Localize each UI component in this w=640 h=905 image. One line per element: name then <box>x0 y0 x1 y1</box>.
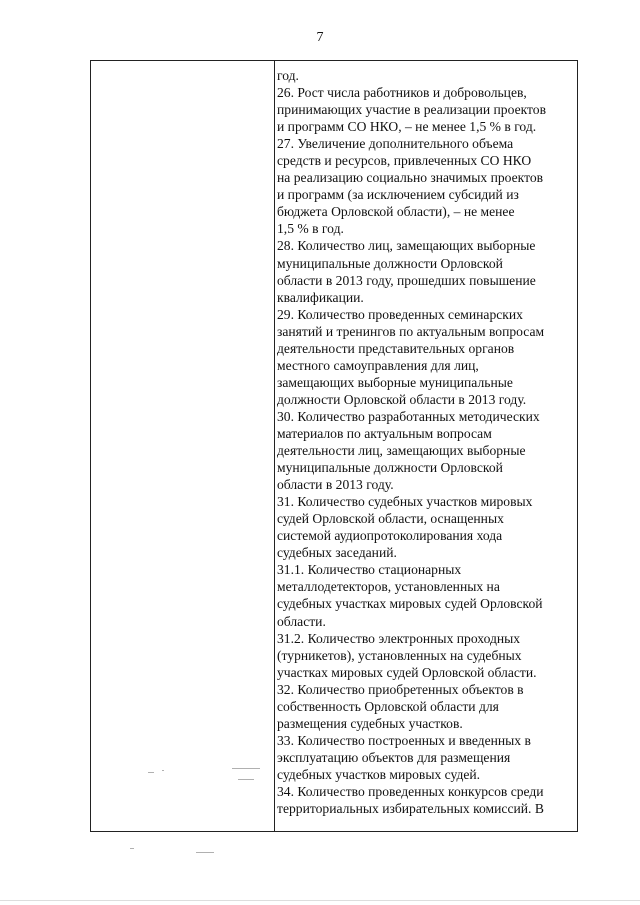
text-line: средств и ресурсов, привлеченных СО НКО <box>277 153 532 169</box>
text-line: материалов по актуальным вопросам <box>277 425 492 441</box>
text-line: муниципальные должности Орловской <box>277 255 503 271</box>
scan-artifact <box>238 779 254 780</box>
text-line: 34. Количество проведенных конкурсов среди <box>277 783 544 799</box>
page-number: 7 <box>316 30 324 45</box>
text-line: 26. Рост числа работников и добровольцев, <box>277 85 527 101</box>
text-line: собственность Орловской области для <box>277 698 499 714</box>
text-line: бюджета Орловской области), – не менее <box>277 204 515 220</box>
text-line: (турникетов), установленных на судебных <box>277 647 522 663</box>
scan-artifact <box>162 770 164 771</box>
text-line: 1,5 % в год. <box>277 221 344 237</box>
text-line: судей Орловской области, оснащенных <box>277 511 504 527</box>
text-line: должности Орловской области в 2013 году. <box>277 391 527 407</box>
text-line: 30. Количество разработанных методических <box>277 408 540 424</box>
text-line: судебных участков мировых судей. <box>277 766 481 782</box>
text-line: год. <box>277 68 299 83</box>
text-line: 32. Количество приобретенных объектов в <box>277 681 524 697</box>
text-line: области. <box>277 613 326 629</box>
text-line: муниципальные должности Орловской <box>277 460 503 476</box>
text-line: системой аудиопротоколирования хода <box>277 528 503 544</box>
text-line: области в 2013 году. <box>277 477 394 493</box>
text-line: участках мировых судей Орловской области. <box>277 664 537 680</box>
text-line: 31.2. Количество электронных проходных <box>277 630 521 646</box>
scan-artifact <box>130 848 134 849</box>
text-line: размещения судебных участков. <box>277 715 463 731</box>
text-line: 27. Увеличение дополнительного объема <box>277 136 514 152</box>
scan-edge <box>0 900 640 901</box>
text-line: занятий и тренингов по актуальным вопросам <box>277 323 545 339</box>
column-divider <box>274 61 275 831</box>
text-line: квалификации. <box>277 289 364 305</box>
text-line: судебных участках мировых судей Орловской <box>277 596 543 612</box>
document-table <box>90 60 578 832</box>
text-line: 33. Количество построенных и введенных в <box>277 732 531 748</box>
text-line: на реализацию социально значимых проектов <box>277 170 544 186</box>
text-line: принимающих участие в реализации проектов <box>277 102 547 118</box>
text-line: территориальных избирательных комиссий. В <box>277 801 544 817</box>
text-line: и программ СО НКО, – не менее 1,5 % в год. <box>277 119 537 135</box>
text-line: и программ (за исключением субсидий из <box>277 187 519 203</box>
table-cell-content <box>277 67 575 817</box>
scan-artifact <box>232 768 260 769</box>
text-line: деятельности представительных органов <box>277 340 515 356</box>
text-line: деятельности лиц, замещающих выборные <box>277 443 526 459</box>
text-line: 29. Количество проведенных семинарских <box>277 306 523 322</box>
text-line: судебных заседаний. <box>277 545 397 561</box>
scan-artifact <box>148 772 154 773</box>
text-line: металлодетекторов, установленных на <box>277 579 500 595</box>
text-line: 31. Количество судебных участков мировых <box>277 494 533 510</box>
text-line: 28. Количество лиц, замещающих выборные <box>277 238 536 254</box>
text-line: эксплуатацию объектов для размещения <box>277 749 511 765</box>
scan-artifact <box>196 852 214 853</box>
text-line: местного самоуправления для лиц, <box>277 357 479 373</box>
text-line: замещающих выборные муниципальные <box>277 374 513 390</box>
text-line: области в 2013 году, прошедших повышение <box>277 272 536 288</box>
text-line: 31.1. Количество стационарных <box>277 562 462 578</box>
